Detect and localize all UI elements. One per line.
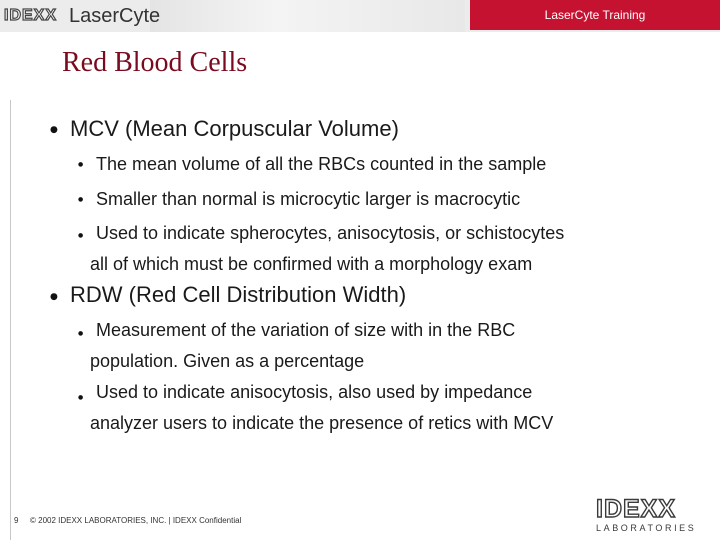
header-logo	[4, 4, 160, 28]
page-number: 9	[14, 516, 19, 525]
bullet-marker: ●	[50, 125, 58, 135]
idexx-laboratories-logo	[596, 496, 696, 533]
sub-bullet-mcv-1: The mean volume of all the RBCs counted in the sample	[96, 154, 547, 174]
sub-bullet-marker: ●	[78, 161, 84, 168]
sub-bullet-rdw-2: Used to indicate anisocytosis, also used by impedance analyzer users to indicate the presence of retics with MCV	[90, 382, 554, 433]
footer-logo-sub: LABORATORIES	[596, 523, 697, 533]
sub-bullet-marker: ●	[78, 330, 84, 337]
footer-copyright: © 2002 IDEXX LABORATORIES, INC. | IDEXX Confidential	[30, 516, 242, 525]
footer-logo-main: IDEXX	[596, 495, 677, 523]
sub-bullet-marker: ●	[78, 196, 84, 203]
idexx-logo: IDEXX	[4, 7, 58, 24]
sub-bullet-rdw-1: Measurement of the variation of size with in the RBC population. Given as a percentage	[90, 320, 516, 371]
header-watermark	[150, 0, 465, 32]
header-tab	[470, 0, 720, 30]
slide-title: Red Blood Cells	[62, 47, 248, 78]
bullet-rdw: RDW (Red Cell Distribution Width)	[70, 282, 407, 307]
sub-bullet-mcv-2: Smaller than normal is microcytic larger is macrocytic	[96, 189, 521, 209]
sub-bullet-marker: ●	[78, 232, 84, 239]
left-rule	[10, 100, 11, 540]
header-tab-label: LaserCyte Training	[544, 8, 646, 22]
bullet-marker: ●	[50, 292, 58, 302]
sub-bullet-marker: ●	[78, 394, 84, 401]
bullet-mcv: MCV (Mean Corpuscular Volume)	[70, 116, 399, 141]
sub-bullet-mcv-3: Used to indicate spherocytes, anisocytosis, or schistocytes all of which must be confirmed with a morphology exam	[90, 223, 565, 274]
lasercyte-logo: LaserCyte	[69, 4, 161, 27]
